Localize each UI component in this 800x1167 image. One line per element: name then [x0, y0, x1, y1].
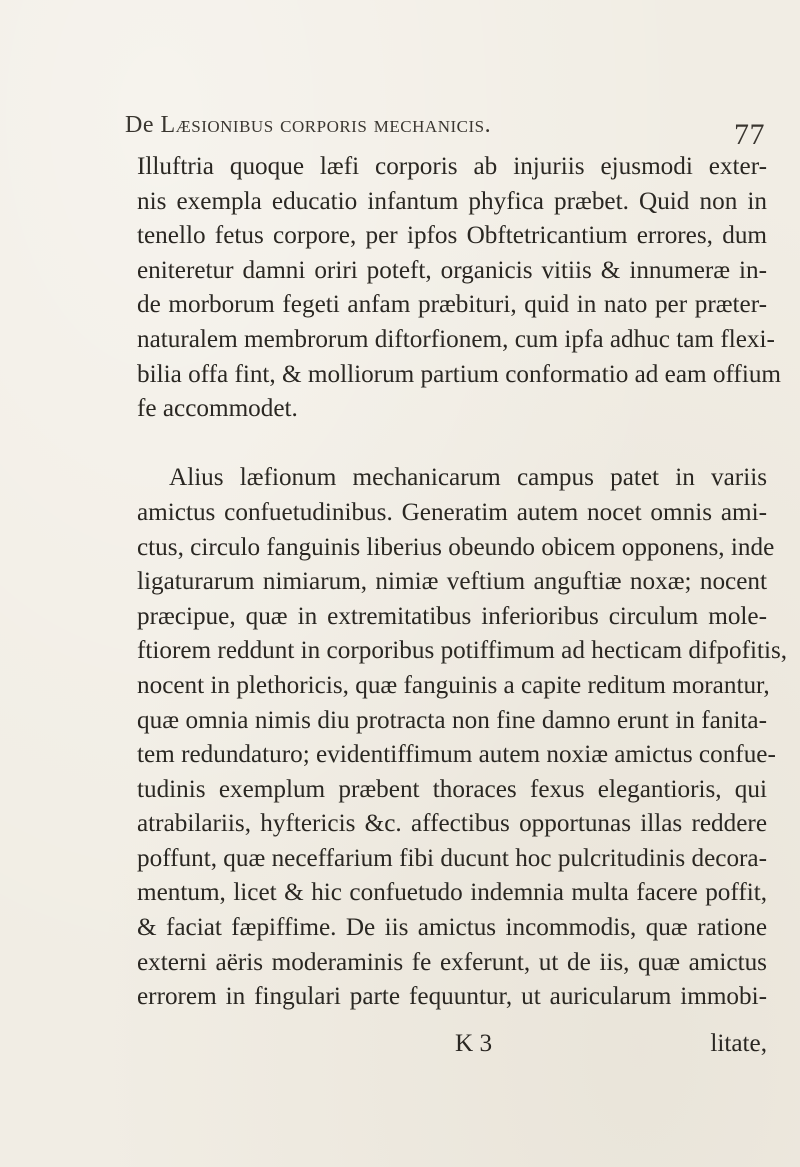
signature-mark: K 3 [455, 1030, 493, 1057]
text-line: Alius læfionum mechanicarum campus patet in variis [169, 464, 767, 492]
text-line: tudinis exemplum præbent thoraces fexus elegantioris, qui [137, 775, 767, 803]
page-footer [137, 1030, 767, 1066]
paragraph-2 [137, 461, 788, 1015]
running-title-start: De [125, 112, 161, 138]
text-line: eniteretur damni oriri poteft, organicis vitiis & innumeræ in- [137, 256, 767, 284]
text-line: præcipue, quæ in extremitatibus inferioribus circulum mole- [137, 602, 767, 630]
text-line: atrabilariis, hyftericis &c. affectibus opportunas illas reddere [137, 810, 767, 838]
text-line: poffunt, quæ neceffarium fibi ducunt hoc pulcritudinis decora- [137, 844, 767, 872]
text-line: quæ omnia nimis diu protracta non fine damno erunt in fanita- [137, 706, 767, 734]
text-line: tem redundaturo; evidentiffimum autem noxiæ amictus confue- [137, 741, 776, 769]
text-line: nis exempla educatio infantum phyfica præbet. Quid non in [137, 187, 767, 215]
text-line: de morborum fegeti anfam præbituri, quid in nato per præter- [137, 291, 767, 319]
text-line: Illuftria quoque læfi corporis ab injuriis ejusmodi exter- [137, 153, 767, 180]
catchword: litate, [710, 1030, 767, 1057]
text-line: ligaturarum nimiarum, nimiæ veftium anguftiæ noxæ; nocent [137, 568, 767, 596]
body-text [137, 150, 788, 1015]
running-title [125, 112, 491, 139]
text-line: errorem in fingulari parte fequuntur, ut auricularum immobi- [137, 983, 767, 1011]
text-line: amictus confuetudinibus. Generatim autem nocet omnis ami- [137, 498, 767, 526]
text-line: nocent in plethoricis, quæ fanguinis a capite reditum morantur, [137, 671, 770, 699]
text-line: mentum, licet & hic confuetudo indemnia multa facere poffit, [137, 879, 767, 907]
text-line: & faciat fæpiffime. De iis amictus incommodis, quæ ratione [137, 914, 767, 942]
paragraph-1 [137, 150, 782, 427]
text-line: bilia offa fint, & molliorum partium conformatio ad eam offium [137, 360, 782, 388]
running-title-rest: Læsionibus corporis mechanicis. [160, 112, 492, 138]
text-line: externi aëris moderaminis fe exferunt, ut de iis, quæ amictus [137, 948, 767, 976]
page-number: 77 [734, 118, 765, 151]
text-line: ctus, circulo fanguinis liberius obeundo obicem opponens, inde [137, 533, 775, 561]
text-line: fe accommodet. [137, 395, 298, 423]
text-line: naturalem membrorum diftorfionem, cum ipfa adhuc tam flexi- [137, 325, 775, 353]
running-head [125, 108, 765, 151]
text-line: ftiorem reddunt in corporibus potiffimum ad hecticam difpofitis, [137, 637, 788, 665]
text-line: tenello fetus corpore, per ipfos Obftetricantium errores, dum [137, 222, 767, 250]
